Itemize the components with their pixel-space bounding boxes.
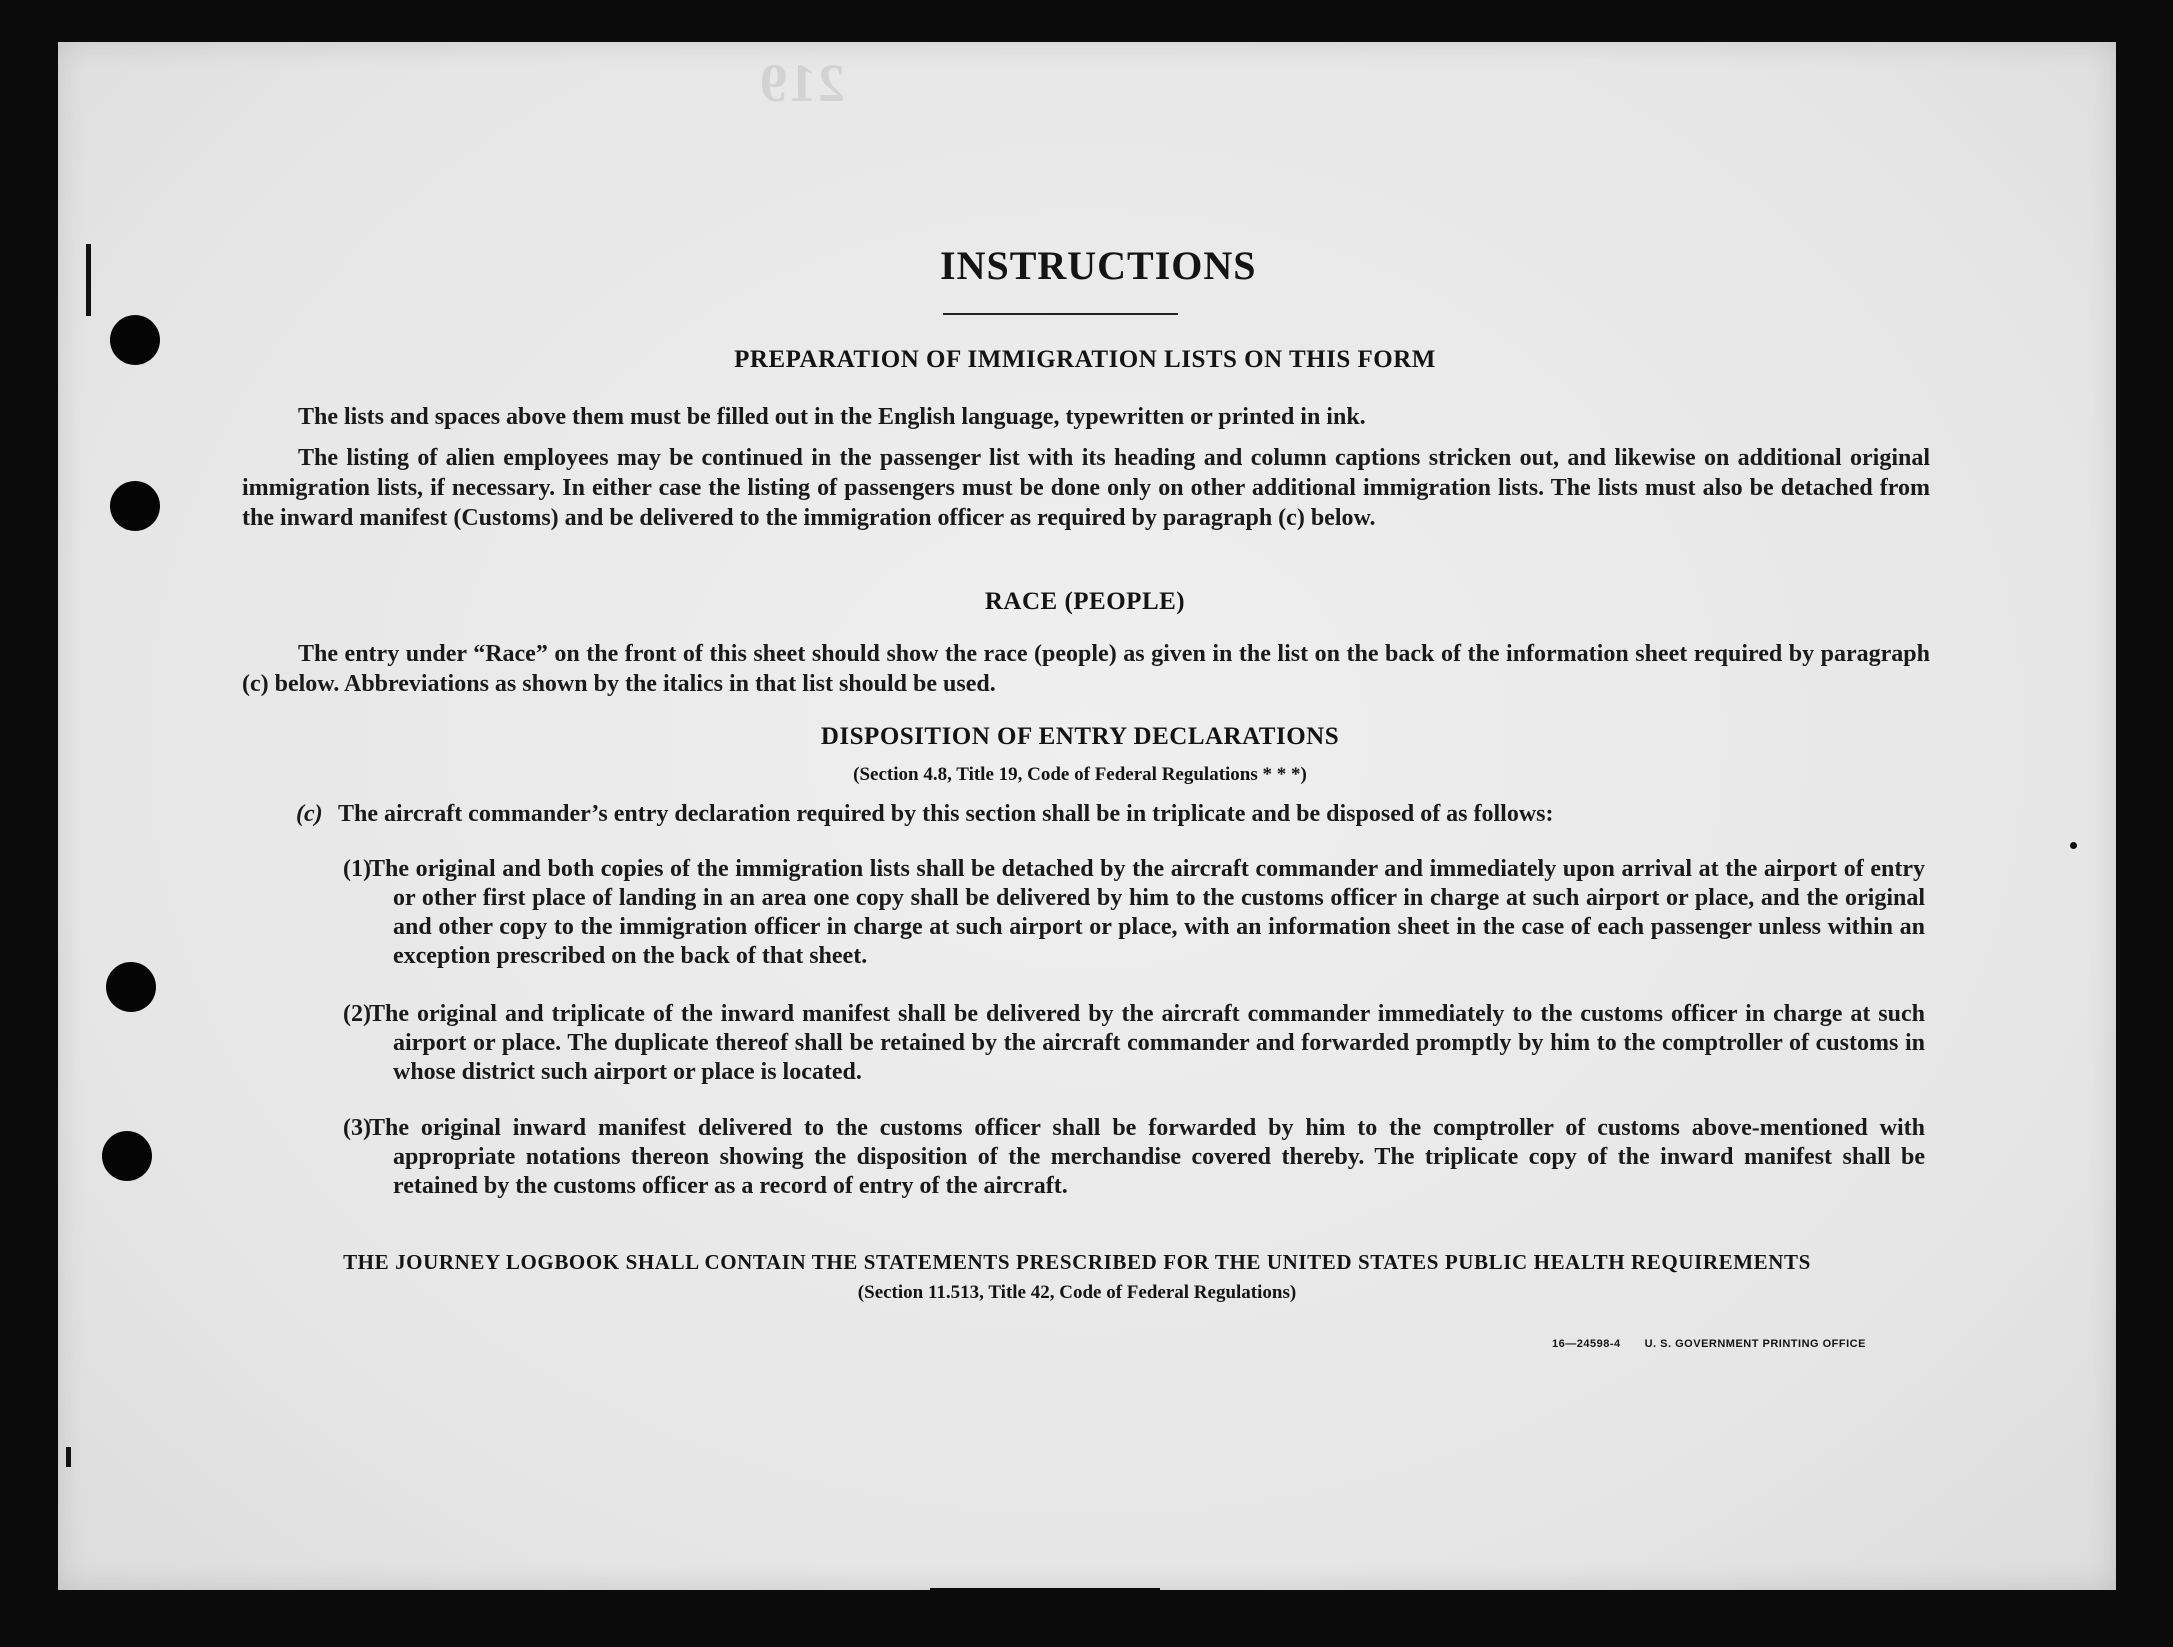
printing-office-line bbox=[1552, 1338, 1866, 1350]
item-text: The original inward manifest delivered to the customs officer shall be forwarded by him to the comptroller of customs above-mentioned with appropriate notations thereon showing the disposition of the merchandise covered thereby. The triplicate copy of the inward manifest shall be retained by the customs officer as a record of entry of the aircraft. bbox=[369, 1115, 1925, 1199]
title-underline bbox=[943, 313, 1178, 315]
logbook-citation: (Section 11.513, Title 42, Code of Federal Regulations) bbox=[857, 1282, 1297, 1303]
printer-name: U. S. GOVERNMENT PRINTING OFFICE bbox=[1644, 1338, 1866, 1350]
logbook-statement: THE JOURNEY LOGBOOK SHALL CONTAIN THE STATEMENTS PRESCRIBED FOR THE UNITED STATES PUBLIC HEALTH REQUIREMENTS bbox=[343, 1250, 1811, 1274]
bleed-through-stamp: 219 bbox=[758, 53, 845, 113]
item-number: (1) bbox=[343, 856, 371, 882]
intro-label: (c) bbox=[296, 801, 323, 827]
disposition-item-2 bbox=[343, 1000, 1925, 1087]
disposition-heading: DISPOSITION OF ENTRY DECLARATIONS bbox=[820, 723, 1340, 750]
disposition-item-3 bbox=[343, 1114, 1925, 1201]
disposition-intro bbox=[296, 800, 1930, 829]
item-text: The original and both copies of the immigration lists shall be detached by the aircraft commander and immediately upon arrival at the airport of entry or other first place of landing in an area one copy shall be delivered by him to the customs officer in charge at such airport or place, and the original and other copy to the immigration officer in charge at such airport or place, with an information sheet in the case of each passenger unless within an exception prescribed on the back of that sheet. bbox=[369, 856, 1925, 969]
item-number: (2) bbox=[343, 1001, 371, 1027]
disposition-citation: (Section 4.8, Title 19, Code of Federal Regulations * * *) bbox=[853, 764, 1307, 785]
form-code: 16—24598-4 bbox=[1552, 1338, 1621, 1350]
intro-text: The aircraft commander’s entry declaration required by this section shall be in triplicate and be disposed of as follows: bbox=[338, 801, 1554, 827]
item-number: (3) bbox=[343, 1115, 371, 1141]
preparation-heading: PREPARATION OF IMMIGRATION LISTS ON THIS FORM bbox=[734, 346, 1436, 373]
disposition-item-1 bbox=[343, 855, 1925, 971]
item-text: The original and triplicate of the inward manifest shall be delivered by the aircraft commander immediately to the customs officer in charge at such airport or place. The duplicate thereof shall be retained by the aircraft commander and forwarded promptly by him to the comptroller of customs in whose district such airport or place is located. bbox=[369, 1001, 1925, 1085]
page-title: INSTRUCTIONS bbox=[940, 243, 1257, 288]
preparation-paragraph-2: The listing of alien employees may be continued in the passenger list with its heading and column captions stricken out, and likewise on additional original immigration lists, if necessary. In either case the listing of passengers must be done only on other additional immigration lists. The lists must also be detached from the inward manifest (Customs) and be delivered to the immigration officer as required by paragraph (c) below. bbox=[242, 445, 1930, 531]
race-heading: RACE (PEOPLE) bbox=[984, 588, 1186, 615]
preparation-paragraph-1: The lists and spaces above them must be filled out in the English language, typewritten or printed in ink. bbox=[298, 404, 1366, 430]
race-paragraph: The entry under “Race” on the front of this sheet should show the race (people) as given in the list on the back of the information sheet required by paragraph (c) below. Abbreviations as shown by the italics in that list should be used. bbox=[242, 641, 1930, 697]
